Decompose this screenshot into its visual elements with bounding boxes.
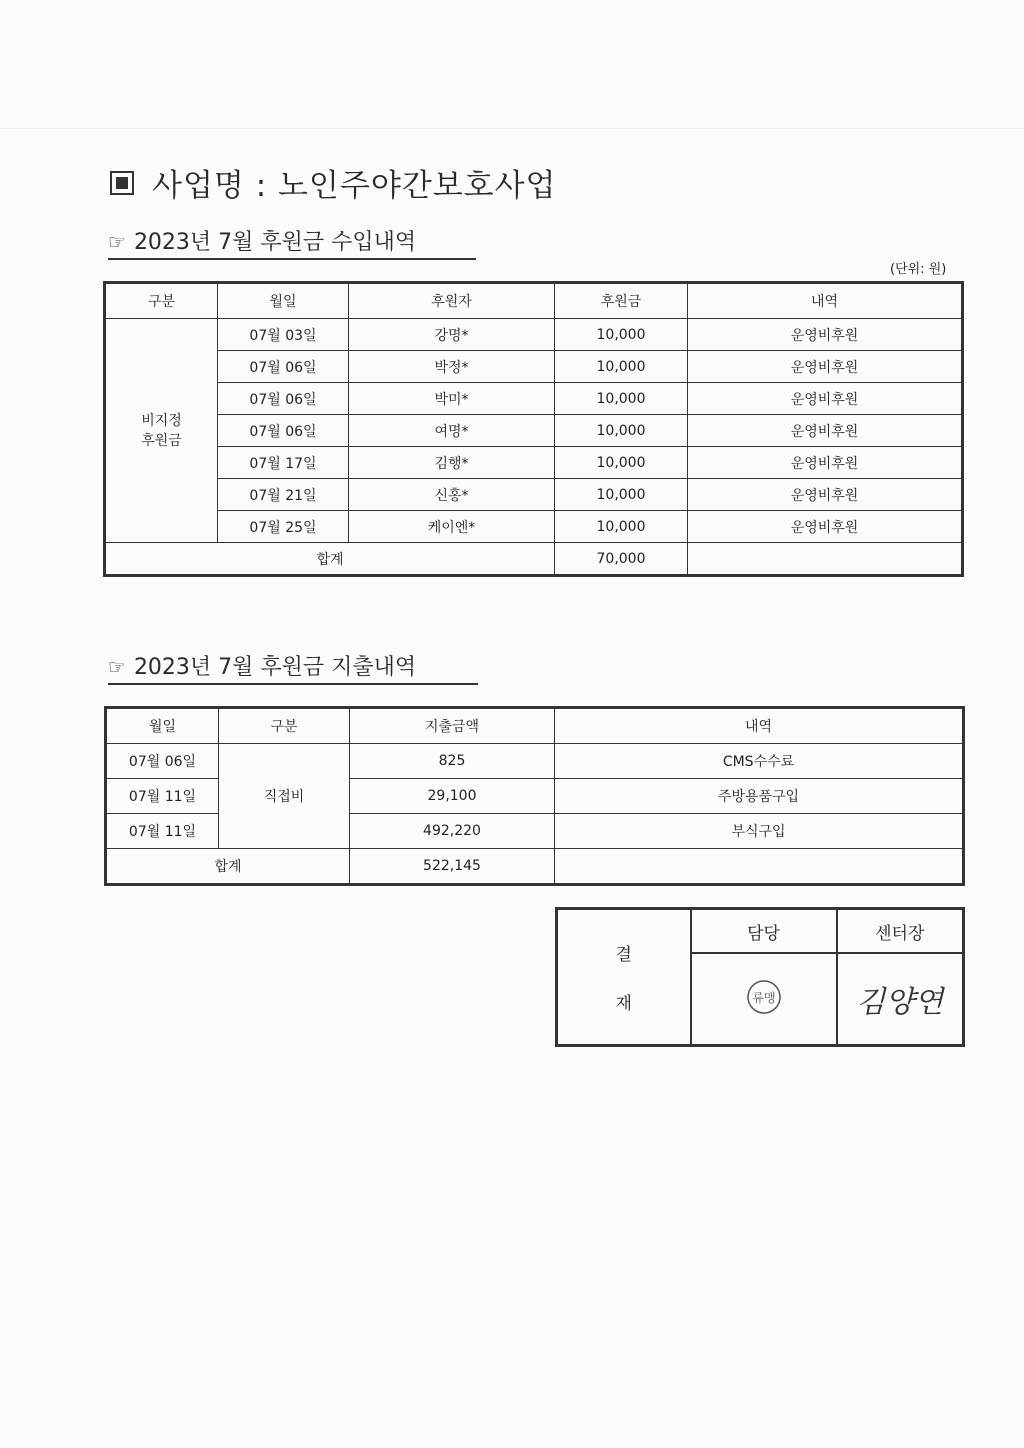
table-row: [105, 351, 963, 383]
income-heading: ☞ 2023년 7월 후원금 수입내역: [108, 225, 476, 260]
desc-cell: 운영비후원: [688, 415, 963, 447]
signature-text: 김양연: [856, 985, 944, 1020]
table-row: [105, 479, 963, 511]
table-row: [105, 383, 963, 415]
seal-text: 류맹: [751, 990, 776, 1005]
total-row: [105, 543, 963, 576]
donor-cell: 김행*: [349, 447, 555, 479]
expense-header-row: [106, 708, 964, 744]
income-header-row: [105, 283, 963, 319]
donor-cell: 박미*: [349, 383, 555, 415]
total-desc: [688, 543, 963, 576]
desc-cell: 운영비후원: [688, 479, 963, 511]
pointing-hand-icon: ☞: [108, 655, 126, 679]
amount-cell: 10,000: [555, 351, 688, 383]
approval-director-header: 센터장: [837, 909, 964, 954]
date-cell: 07월 06일: [218, 383, 349, 415]
title-text: 사업명 : 노인주야간보호사업: [152, 168, 557, 204]
amount-cell: 10,000: [555, 319, 688, 351]
header-donor: 후원자: [349, 283, 555, 319]
amount-cell: 10,000: [555, 479, 688, 511]
total-label: 합계: [106, 849, 350, 885]
header-amount: 지출금액: [350, 708, 555, 744]
table-row: [105, 511, 963, 543]
amount-cell: 10,000: [555, 511, 688, 543]
table-row: [106, 744, 964, 779]
desc-cell: 운영비후원: [688, 319, 963, 351]
page-title: [110, 160, 557, 205]
header-amount: 후원금: [555, 283, 688, 319]
staff-seal-cell: [691, 953, 837, 1046]
date-cell: 07월 06일: [218, 415, 349, 447]
date-cell: 07월 11일: [106, 814, 219, 849]
category-cell: 비지정 후원금: [105, 319, 218, 543]
total-amount: 70,000: [555, 543, 688, 576]
amount-cell: 10,000: [555, 447, 688, 479]
approval-staff-header: 담당: [691, 909, 837, 954]
total-amount: 522,145: [350, 849, 555, 885]
director-signature-cell: [837, 953, 964, 1046]
expense-heading: ☞ 2023년 7월 후원금 지출내역: [108, 650, 478, 685]
amount-cell: 29,100: [350, 779, 555, 814]
date-cell: 07월 06일: [106, 744, 219, 779]
date-cell: 07월 06일: [218, 351, 349, 383]
approval-box: [555, 907, 965, 1047]
amount-cell: 825: [350, 744, 555, 779]
amount-cell: 10,000: [555, 415, 688, 447]
page-divider: [0, 128, 1024, 129]
donor-cell: 신홍*: [349, 479, 555, 511]
expense-table: [104, 706, 965, 886]
square-bullet-icon: [110, 171, 134, 195]
date-cell: 07월 21일: [218, 479, 349, 511]
header-date: 월일: [218, 283, 349, 319]
desc-cell: 주방용품구입: [555, 779, 964, 814]
amount-cell: 10,000: [555, 383, 688, 415]
donor-cell: 여명*: [349, 415, 555, 447]
desc-cell: 운영비후원: [688, 351, 963, 383]
desc-cell: 부식구입: [555, 814, 964, 849]
amount-cell: 492,220: [350, 814, 555, 849]
total-label: 합계: [105, 543, 555, 576]
approval-label: 결 재: [557, 909, 691, 1046]
donor-cell: 박정*: [349, 351, 555, 383]
desc-cell: 운영비후원: [688, 383, 963, 415]
seal-stamp-icon: [744, 977, 784, 1017]
table-row: [105, 415, 963, 447]
donor-cell: 강명*: [349, 319, 555, 351]
unit-label: (단위: 원): [890, 262, 947, 277]
header-date: 월일: [106, 708, 219, 744]
table-row: [105, 319, 963, 351]
total-row: [106, 849, 964, 885]
header-category: 구분: [219, 708, 350, 744]
donor-cell: 케이엔*: [349, 511, 555, 543]
date-cell: 07월 17일: [218, 447, 349, 479]
date-cell: 07월 03일: [218, 319, 349, 351]
total-desc: [555, 849, 964, 885]
date-cell: 07월 25일: [218, 511, 349, 543]
pointing-hand-icon: ☞: [108, 230, 126, 254]
income-table: [103, 281, 964, 577]
header-desc: 내역: [555, 708, 964, 744]
date-cell: 07월 11일: [106, 779, 219, 814]
category-cell: 직접비: [219, 744, 350, 849]
desc-cell: CMS수수료: [555, 744, 964, 779]
desc-cell: 운영비후원: [688, 511, 963, 543]
desc-cell: 운영비후원: [688, 447, 963, 479]
table-row: [105, 447, 963, 479]
header-desc: 내역: [688, 283, 963, 319]
header-category: 구분: [105, 283, 218, 319]
